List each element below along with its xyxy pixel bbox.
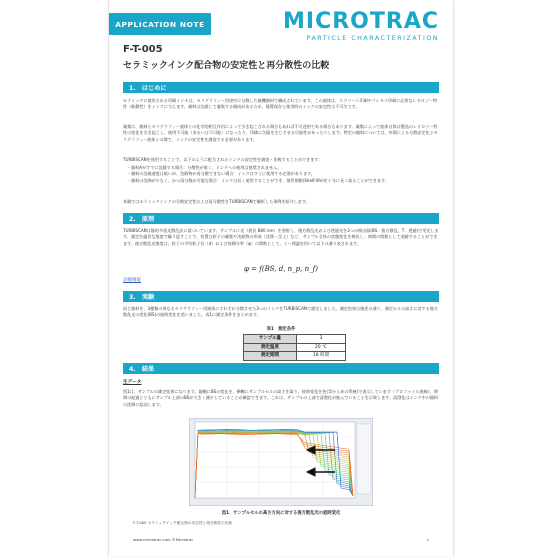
table-caption: 表1 測定条件: [266, 327, 296, 332]
measurement-conditions-table: [243, 334, 346, 361]
principle-paragraph: TURBISCANは静的多重光散乱法に基づいています。サンプルに光（波長 880 nm）を照射し、後方散乱光および透過光を2つの検出器(BS：後方散乱、T：透過)で受光します。測定を適切な頻度で繰り返すことで、装置は粒子の凝集や沈殿物の形成（沈降・浮上）など、サンプル全体の状態変化を検出し、時間の関数として追跡することができます。後方散乱光強度は、粒子の平均粒子径（d）および体積分率（φ）の関数として、ミー理論を用いて以下の通り表されます。: [123, 228, 439, 246]
document-number: F-T-005: [123, 44, 163, 55]
intro-text-1a: セラミックに使用される印刷インキは、セリグラフィー用途中に分散した無機顔料で構成されています。この液体は、スクリーン印刷やフレキソ印刷に必要なレオロジー特性（粘動性）をインクに与えます。顔料は沈殿して凝集する傾向があるため、: [123, 98, 438, 110]
table-row: [244, 343, 346, 352]
table-cell-label: 測定期間: [244, 352, 297, 361]
page-number: 1: [426, 537, 429, 542]
figure-side-panel: [357, 424, 371, 494]
table-cell-value: 20 ℃: [297, 343, 346, 352]
results-paragraph: 図1は、サンプルの測定結果になります。縦軸にBSの変化を、横軸にサンプルセルの高さを取り、経時変化を色(青から赤の系統)で表示しています（プロファイル曲線）。時間の経過とともにサンプル上部のBSが大きく減少していることが確認できます。これは、サンプルの上部で清澄化が進んでいることを示唆します。清澄化はインク中の顔料の沈降に起因します。: [123, 389, 438, 407]
bullet-item: ・顔料の沈殿速度は低いが、沈殿物が再分散できない場合：インクはすぐに使用する必要があります。: [127, 171, 315, 177]
experiment-paragraph: 同じ顔料を、3種類の異なるセリグラフィー用液体にそれぞれ分散させた3つのインクをTURBISCANで測定しました。測定結果は後述の通り、測定セルの高さに対する後方散乱光の変化(BS)の経時変化を追いました。表1に測定条件をまとめます。: [123, 306, 438, 318]
more-info-link[interactable]: 詳細情報: [123, 278, 141, 283]
intro-paragraph-4: 本稿ではセラミックインクの分散安定性および再分散性をTURBISCANで解析した事例を紹介します。: [123, 199, 310, 204]
table-cell-label: 測定温度: [244, 343, 297, 352]
section-heading-principle: 2. 原理: [123, 213, 439, 224]
application-note-banner: APPLICATION NOTE: [109, 13, 211, 35]
section-heading-experiment: 3. 実験: [123, 291, 439, 302]
section-heading-results: 4. 結果: [123, 363, 439, 374]
intro-paragraph-1: [123, 98, 439, 111]
logo-tagline: PARTICLE CHARACTERIZATION: [306, 35, 439, 42]
microtrac-logo: [283, 11, 439, 42]
document-title: セラミックインク配合物の安定性と再分散性の比較: [123, 61, 330, 71]
backscatter-formula: φ = f(BS, d, n_p, n_f): [244, 265, 318, 273]
bullet-item: ・顔料の沈降が少なく、かつ再分散が可能な場合：インクは長く使用することができ、保管期限(Shelf-life)を十分に長く取ることができます。: [127, 177, 389, 183]
backscatter-profile-figure: [189, 418, 373, 506]
intro-paragraph-2: 凝集は、顔料とセリグラフィー液体との化学的相互作用によって引き起こされる場合もあれば不可逆的である場合もあります。凝集によって液体自体は製品のレオロジー特性の変化を引き起こし、使用不可能（あるいは不可能）になったり、印刷に欠陥を生じさせる可能性があったりします。特定の顔料については、外場による分散安定化とセリグラフィー液体との関で、インクの安定性を調査する必要があります。: [123, 124, 438, 142]
table-row: [244, 352, 346, 361]
intro-bullet-list: [123, 165, 443, 184]
table-cell-value: 3: [297, 335, 346, 344]
table-cell-label: サンプル量: [244, 335, 297, 344]
section-heading-introduction: 1. はじめに: [123, 82, 439, 93]
intro-text-1b: 静置保存と使用時のインクの安定性は不可欠です。: [265, 104, 360, 110]
footer-document-title: F-T-005 セラミックインク配合物の安定性と再分散性の比較: [133, 521, 233, 525]
intro-paragraph-3: TURBISCANを使用することで、以下のように配合されたインクの安定性を調査・比較することができます：: [123, 157, 323, 162]
logo-wordmark: MICROTRAC: [283, 9, 439, 34]
raw-data-subheading: 生データ: [123, 380, 142, 385]
table-row: [244, 335, 346, 344]
footer-url: www.microtrac.com ©Microtrac: [133, 537, 194, 542]
figure-caption: 図1．サンプルセルの高さ方向に対する後方散乱光の経時変化: [221, 511, 341, 516]
document-page: [108, 0, 454, 556]
bullet-item: ・顔料Aがすでに沈殿する場合：分散性が低く、インクへの使用は推奨されません。: [127, 165, 282, 170]
table-cell-value: 18 時間: [297, 352, 346, 361]
